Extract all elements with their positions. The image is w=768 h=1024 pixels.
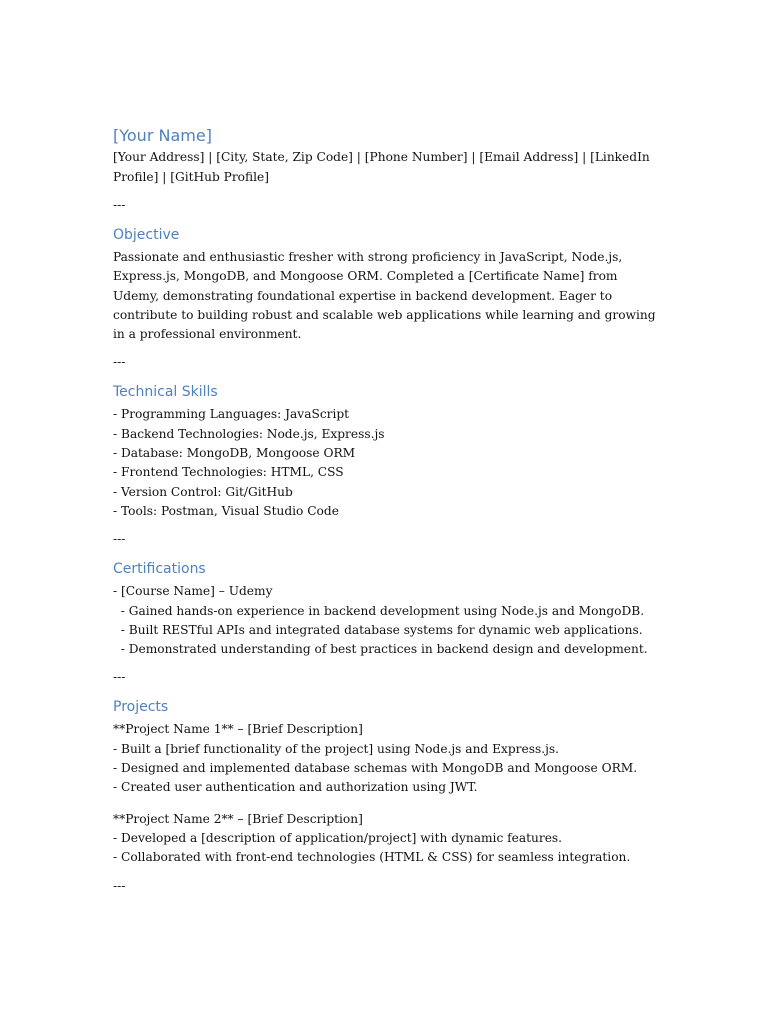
skill-item: - Programming Languages: JavaScript bbox=[113, 407, 350, 422]
skill-item: - Version Control: Git/GitHub bbox=[113, 484, 293, 499]
certification-detail: - Gained hands-on experience in backend development using Node.js and MongoDB. bbox=[113, 603, 645, 618]
project-detail: - Developed a [description of application/project] with dynamic features. bbox=[113, 830, 563, 845]
objective-text: Passionate and enthusiastic fresher with strong proficiency in JavaScript, Node.js, Express.js, MongoDB, and Mongoose ORM. Completed a [Certificate Name] from Udemy, demonstrating foundational expertise in backend development. Eager to contribute to building robust and scalable web applications while learning and growing in a professional environment. bbox=[113, 250, 656, 342]
objective-heading: Objective bbox=[113, 227, 180, 243]
projects-heading: Projects bbox=[113, 699, 169, 716]
skills-list bbox=[113, 405, 658, 521]
separator: --- bbox=[113, 670, 126, 685]
separator: --- bbox=[113, 878, 126, 893]
skill-item: - Frontend Technologies: HTML, CSS bbox=[113, 465, 344, 480]
project-title: **Project Name 2** – [Brief Description] bbox=[113, 811, 363, 826]
skill-item: - Backend Technologies: Node.js, Express.js bbox=[113, 426, 385, 441]
separator: --- bbox=[113, 532, 126, 547]
project-2 bbox=[113, 810, 658, 868]
project-1 bbox=[113, 720, 658, 797]
skills-heading: Technical Skills bbox=[113, 384, 218, 401]
certification-detail: - Built RESTful APIs and integrated database systems for dynamic web applications. bbox=[113, 622, 643, 637]
contact-info: [Your Address] | [City, State, Zip Code] | [Phone Number] | [Email Address] | [LinkedIn Profile] | [GitHub Profile] bbox=[113, 150, 650, 184]
skill-item: - Tools: Postman, Visual Studio Code bbox=[113, 503, 339, 518]
certification-item: - [Course Name] – Udemy bbox=[113, 584, 273, 599]
project-detail: - Created user authentication and authorization using JWT. bbox=[113, 780, 478, 795]
project-detail: - Designed and implemented database schemas with MongoDB and Mongoose ORM. bbox=[113, 761, 638, 776]
separator: --- bbox=[113, 355, 126, 370]
project-detail: - Built a [brief functionality of the project] using Node.js and Express.js. bbox=[113, 741, 559, 756]
certifications-list bbox=[113, 582, 658, 659]
certification-detail: - Demonstrated understanding of best practices in backend design and development. bbox=[113, 642, 648, 657]
project-detail: - Collaborated with front-end technologies (HTML & CSS) for seamless integration. bbox=[113, 850, 631, 865]
candidate-name: [Your Name] bbox=[113, 126, 212, 145]
separator: --- bbox=[113, 198, 126, 212]
certifications-heading: Certifications bbox=[113, 561, 206, 578]
project-title: **Project Name 1** – [Brief Description] bbox=[113, 722, 363, 737]
skill-item: - Database: MongoDB, Mongoose ORM bbox=[113, 446, 356, 461]
